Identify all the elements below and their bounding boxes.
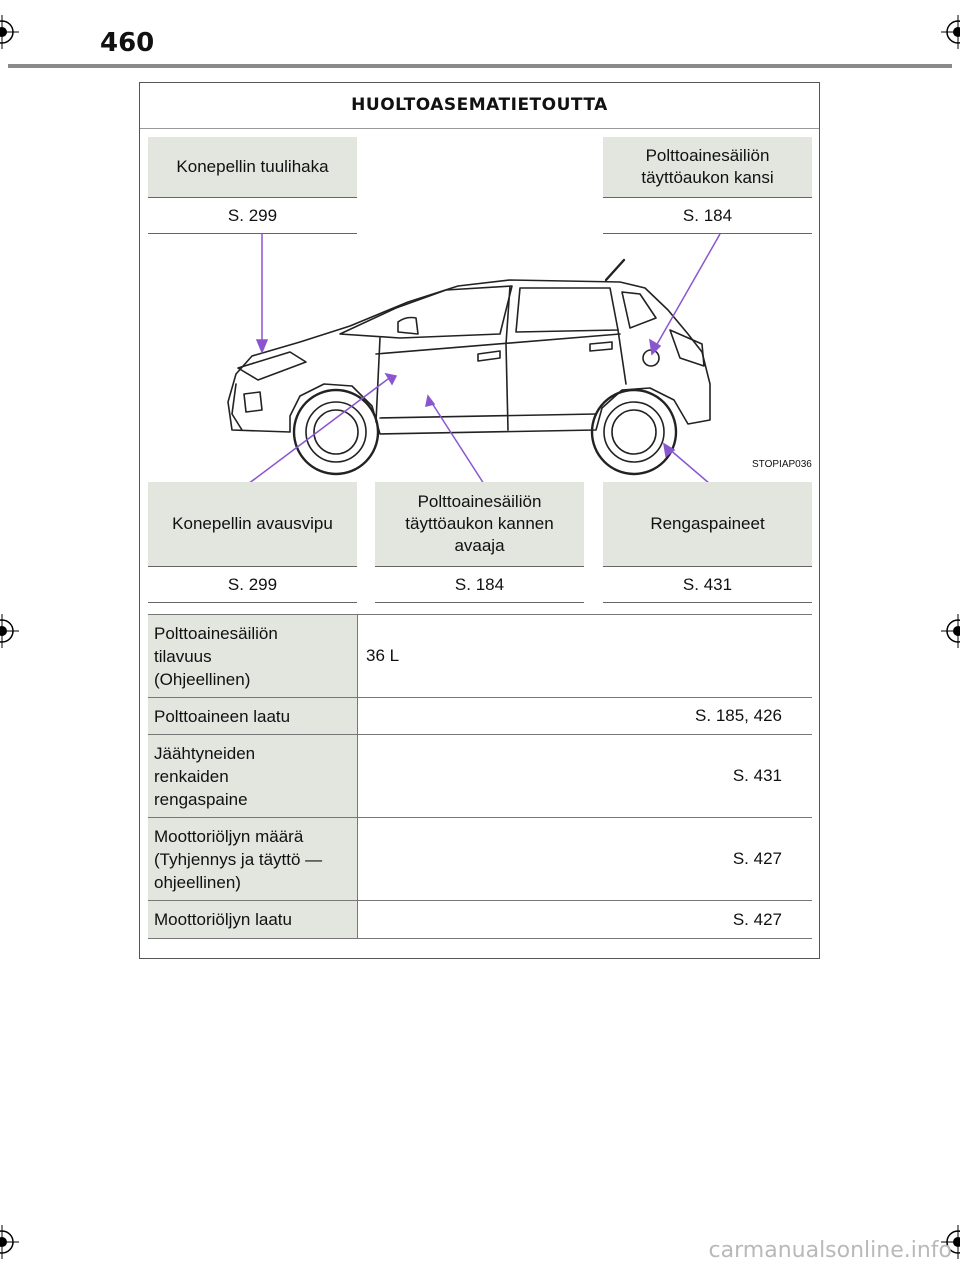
car-quarter-window (622, 292, 656, 328)
ref-hood-support[interactable]: S. 299 (148, 197, 357, 234)
ref-hood-release[interactable]: S. 299 (148, 566, 357, 603)
spec-row-fuel-quality (148, 698, 812, 735)
label-tire-pressure: Rengaspaineet (603, 482, 812, 566)
spec-label-fuel-capacity-line1: Polttoainesäiliön (154, 623, 278, 643)
figure-code: STOPIAP036 (752, 459, 812, 470)
car-front-wheel (294, 390, 378, 474)
car-mirror (398, 318, 418, 335)
spec-label-oil-amount (148, 818, 357, 900)
spec-label-oil-amount-line2: (Tyhjennys ja täyttö — (154, 849, 323, 869)
arrow-tire-pressure (668, 448, 710, 484)
spec-label-fuel-capacity-line2: tilavuus (154, 646, 212, 666)
spec-row-fuel-capacity (148, 615, 812, 698)
car-windshield (340, 286, 512, 338)
page-number: 460 (100, 28, 155, 58)
label-fuel-door-line1: Polttoainesäiliön (645, 146, 770, 165)
section-title: HUOLTOASEMATIETOUTTA (140, 82, 819, 129)
spec-label-fuel-capacity (148, 615, 357, 697)
label-fuel-door-line2: täyttöaukon kansi (641, 168, 774, 187)
spec-label-fuel-quality: Polttoaineen laatu (148, 698, 357, 734)
car-rear-door-window (516, 288, 618, 332)
label-hood-support: Konepellin tuulihaka (148, 137, 357, 197)
spec-label-tire-pressure-line3: rengaspaine (154, 789, 248, 809)
spec-label-tire-pressure-line2: renkaiden (154, 766, 229, 786)
car-headlight (238, 352, 306, 380)
label-fuel-door-opener-line3: avaaja (454, 536, 505, 555)
spec-label-tire-pressure-line1: Jäähtyneiden (154, 743, 256, 763)
crop-mark-top-right (941, 15, 960, 49)
spec-value-fuel-capacity: 36 L (357, 615, 812, 697)
crop-mark-top-left (0, 15, 19, 49)
spec-label-oil-quality: Moottoriöljyn laatu (148, 901, 357, 938)
ref-tire-pressure[interactable]: S. 431 (603, 566, 812, 603)
arrow-fuel-door (656, 234, 720, 346)
crop-mark-bottom-left (0, 1225, 19, 1259)
spec-label-oil-amount-line3: ohjeellinen) (154, 872, 241, 892)
header-rule (8, 64, 952, 68)
label-fuel-door (603, 137, 812, 197)
spec-row-oil-amount (148, 818, 812, 901)
crop-mark-mid-left (0, 614, 19, 648)
ref-fuel-door[interactable]: S. 184 (603, 197, 812, 234)
watermark: carmanualsonline.info (708, 1238, 952, 1263)
spec-value-oil-quality[interactable]: S. 427 (357, 901, 812, 938)
spec-value-oil-amount[interactable]: S. 427 (357, 818, 812, 900)
spec-value-fuel-quality[interactable]: S. 185, 426 (357, 698, 812, 734)
spec-label-tire-pressure (148, 735, 357, 817)
arrow-fuel-door-opener (430, 400, 484, 484)
label-hood-release: Konepellin avausvipu (148, 482, 357, 566)
label-fuel-door-opener-line1: Polttoainesäiliön (417, 492, 542, 511)
spec-label-oil-amount-line1: Moottoriöljyn määrä (154, 826, 304, 846)
car-illustration (140, 234, 820, 484)
spec-row-tire-pressure (148, 735, 812, 818)
ref-fuel-door-opener[interactable]: S. 184 (375, 566, 584, 603)
label-fuel-door-opener (375, 482, 584, 566)
spec-label-fuel-capacity-line3: (Ohjeellinen) (154, 669, 251, 689)
car-rear-wheel (592, 390, 676, 474)
car-fuel-door (643, 350, 659, 366)
spec-value-tire-pressure[interactable]: S. 431 (357, 735, 812, 817)
spec-row-oil-quality (148, 901, 812, 939)
label-fuel-door-opener-line2: täyttöaukon kannen (405, 514, 554, 533)
crop-mark-mid-right (941, 614, 960, 648)
